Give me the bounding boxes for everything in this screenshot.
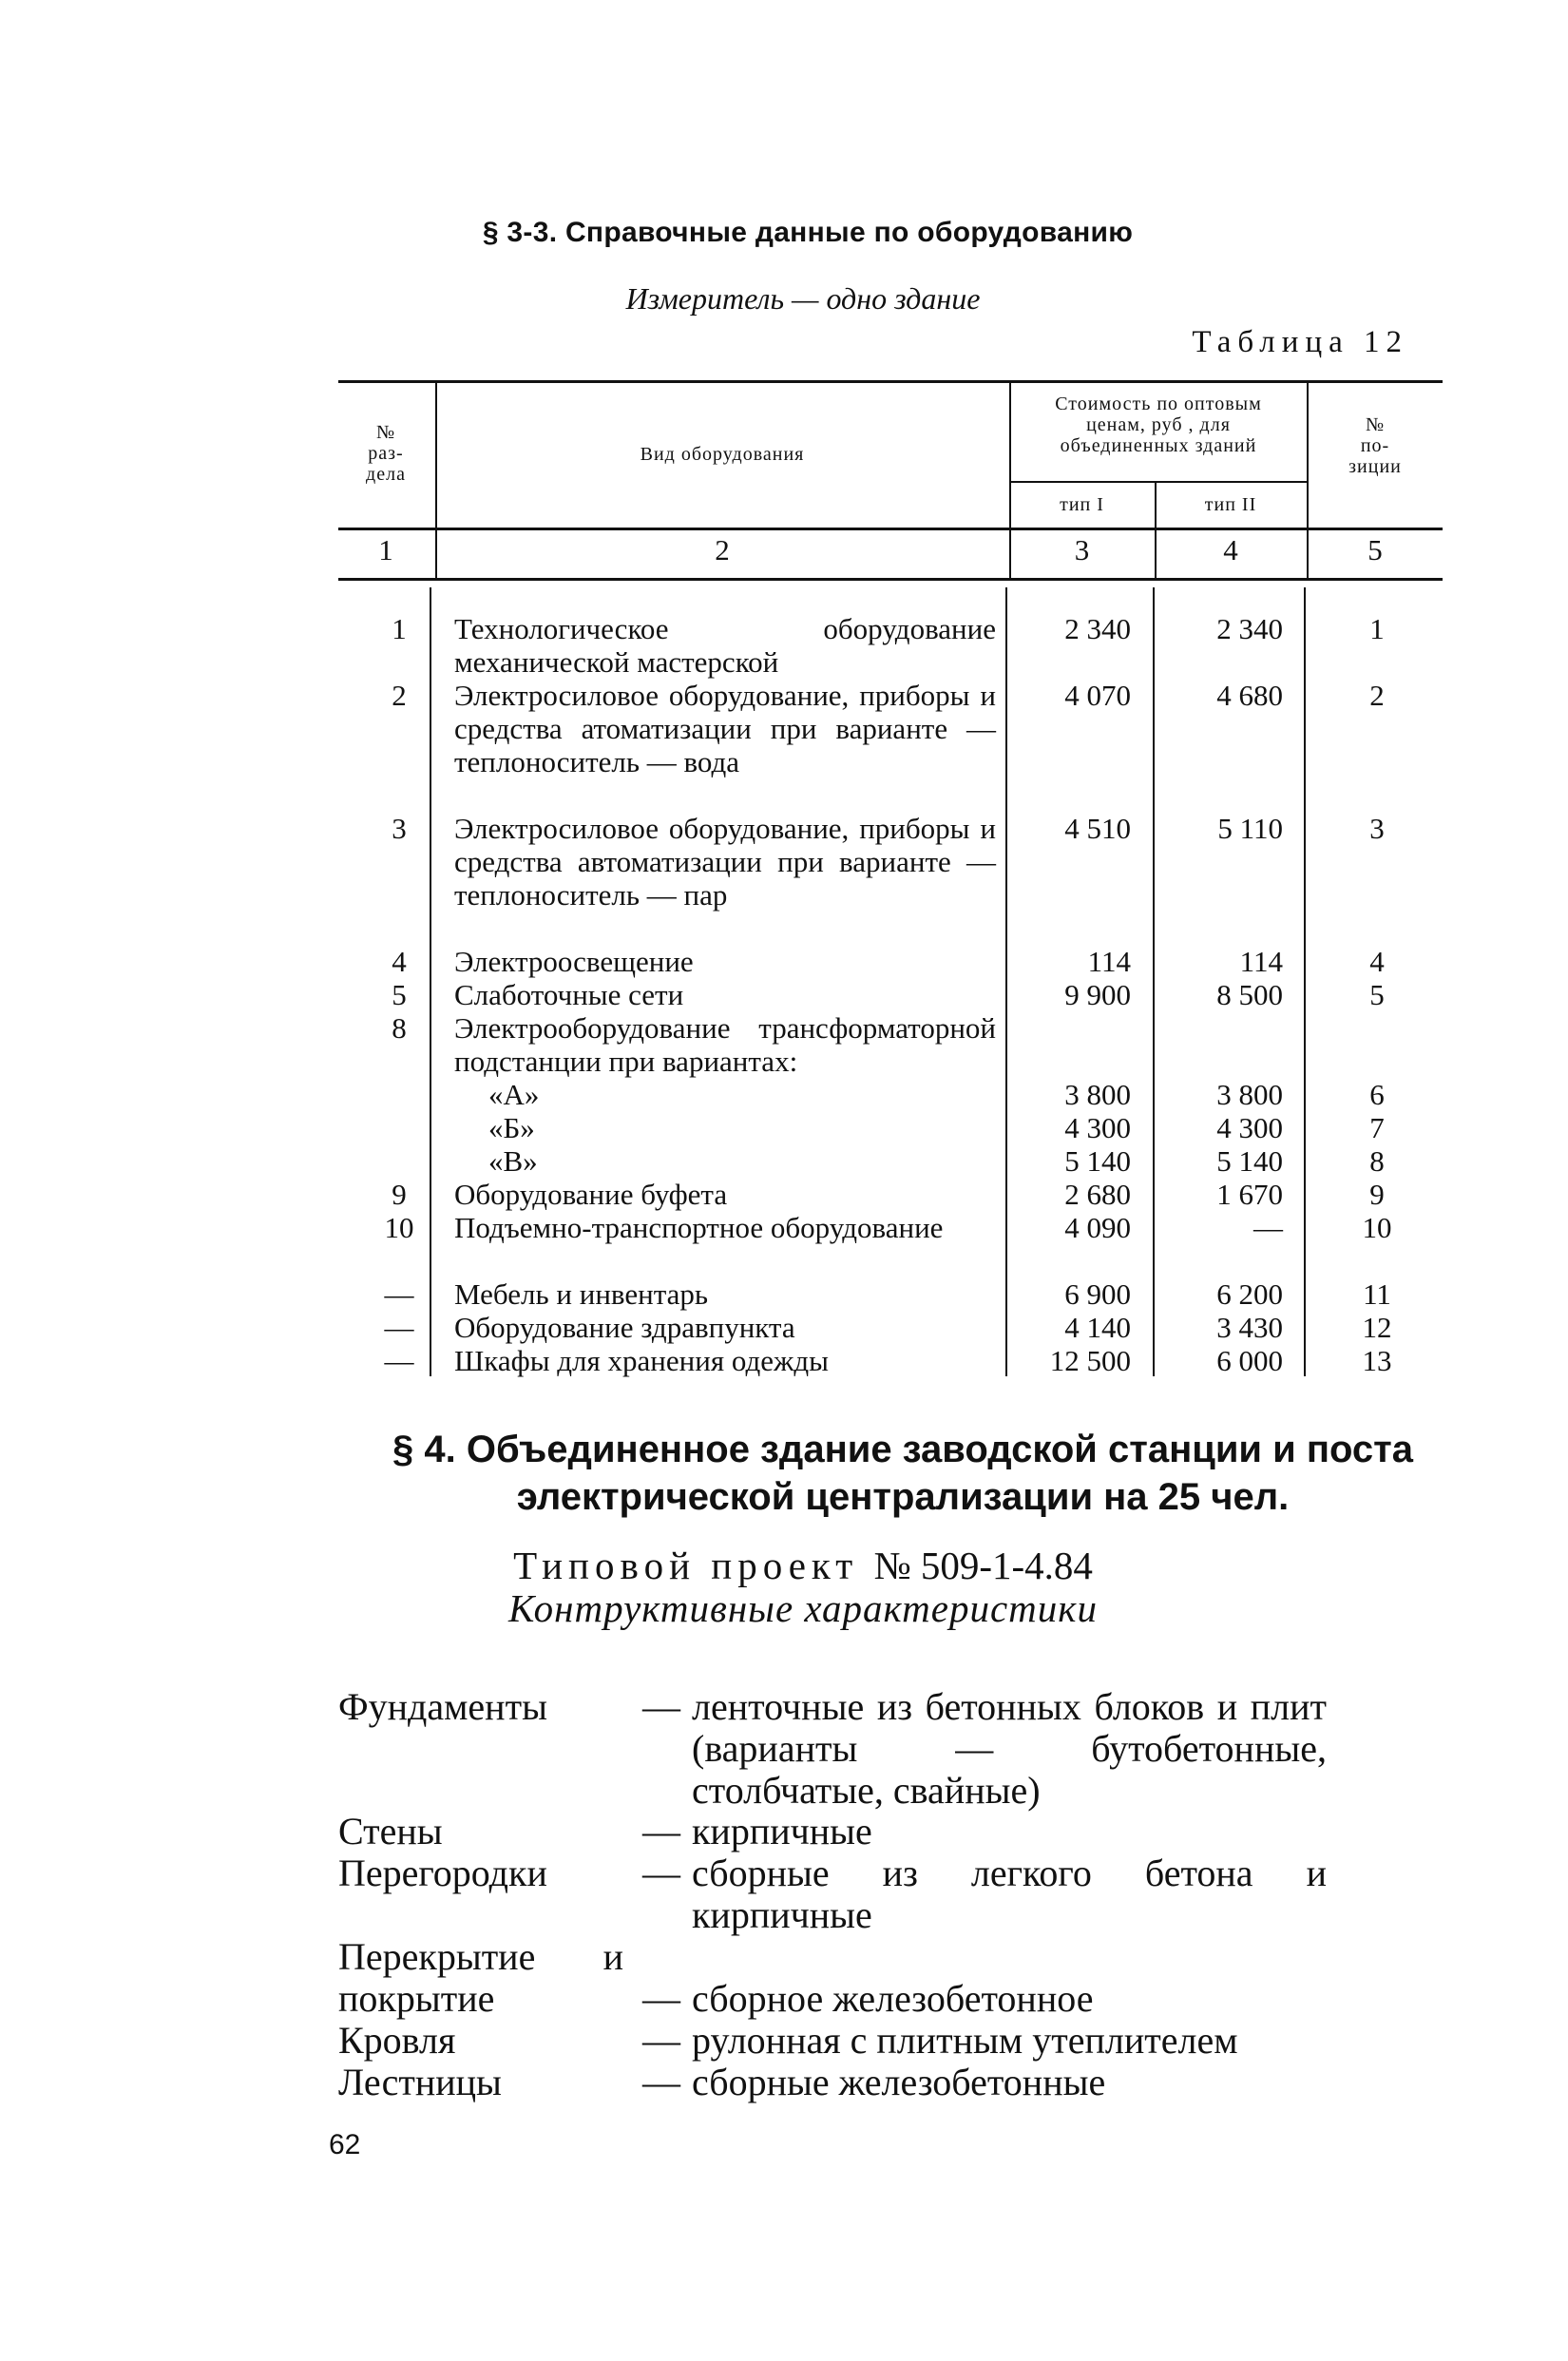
row-5-tip2: 8 500 bbox=[1216, 978, 1283, 1011]
header-bottom-rule bbox=[338, 528, 1443, 530]
char-value-fundamenty: ленточные из бетонных блоков и плит (варианты — бутобетонные, столбчатые, свайные) bbox=[692, 1685, 1327, 1812]
char-label-perekrytie: Перекрытие и покрытие bbox=[338, 1935, 623, 2020]
body-divider-4 bbox=[1304, 587, 1306, 1376]
row-7-tip1: 3 800 bbox=[1064, 1078, 1131, 1111]
row-3-tip1: 4 510 bbox=[1064, 812, 1131, 845]
row-5-poz: 5 bbox=[1369, 978, 1385, 1011]
row-12-tip2: 6 200 bbox=[1216, 1277, 1283, 1311]
row-8-vid: «Б» bbox=[488, 1111, 535, 1144]
char-dash: — bbox=[642, 1685, 680, 1728]
char-label-krovlya: Кровля bbox=[338, 2019, 456, 2062]
char-dash: — bbox=[642, 1852, 680, 1894]
row-9-poz: 8 bbox=[1369, 1144, 1385, 1178]
char-value-steny: кирпичные bbox=[692, 1810, 872, 1852]
row-13-vid: Оборудование здравпункта bbox=[454, 1311, 795, 1344]
row-14-poz: 13 bbox=[1362, 1344, 1392, 1377]
cost-split-rule bbox=[1009, 481, 1308, 483]
row-4-razd: 4 bbox=[392, 945, 407, 978]
row-14-razd: — bbox=[384, 1344, 414, 1377]
row-4-vid: Электроосвещение bbox=[454, 945, 694, 978]
row-2-tip2: 4 680 bbox=[1216, 679, 1283, 712]
row-11-tip2: — bbox=[1253, 1211, 1283, 1244]
body-divider-2 bbox=[1005, 587, 1007, 1376]
row-13-poz: 12 bbox=[1362, 1311, 1392, 1344]
char-label-steny: Стены bbox=[338, 1810, 443, 1852]
row-14-tip2: 6 000 bbox=[1216, 1344, 1283, 1377]
row-3-razd: 3 bbox=[392, 812, 407, 845]
row-10-poz: 9 bbox=[1369, 1178, 1385, 1211]
char-label-peregorodki: Перегородки bbox=[338, 1852, 547, 1894]
row-11-tip1: 4 090 bbox=[1064, 1211, 1131, 1244]
row-1-vid: Технологическое оборудование механической мастерской bbox=[454, 612, 996, 679]
row-2-tip1: 4 070 bbox=[1064, 679, 1131, 712]
row-2-razd: 2 bbox=[392, 679, 407, 712]
row-12-razd: — bbox=[384, 1277, 414, 1311]
row-2-vid: Электросиловое оборудование, приборы и средства атоматизации при варианте — теплоноситель — вода bbox=[454, 679, 996, 778]
row-13-tip1: 4 140 bbox=[1064, 1311, 1131, 1344]
char-value-perekrytie: сборное железобетонное bbox=[692, 1977, 1094, 2020]
row-2-poz: 2 bbox=[1369, 679, 1385, 712]
char-value-lestnicy: сборные железобетонные bbox=[692, 2061, 1106, 2103]
section-heading: § 3-3. Справочные данные по оборудованию bbox=[482, 217, 1134, 248]
row-7-poz: 6 bbox=[1369, 1078, 1385, 1111]
header-tip2: тип II bbox=[1204, 494, 1257, 515]
row-3-tip2: 5 110 bbox=[1217, 812, 1283, 845]
row-9-tip1: 5 140 bbox=[1064, 1144, 1131, 1178]
unit-line: Измеритель — одно здание bbox=[625, 281, 981, 316]
project-title bbox=[0, 1543, 1568, 1588]
table-label: Таблица 12 bbox=[1192, 325, 1408, 359]
header-tip1: тип I bbox=[1060, 494, 1104, 515]
header-vid: Вид оборудования bbox=[640, 444, 805, 465]
row-8-poz: 7 bbox=[1369, 1111, 1385, 1144]
row-7-tip2: 3 800 bbox=[1216, 1078, 1283, 1111]
row-11-vid: Подъемно-транспортное оборудование bbox=[454, 1211, 944, 1244]
row-11-poz: 10 bbox=[1362, 1211, 1392, 1244]
row-13-razd: — bbox=[384, 1311, 414, 1344]
body-divider-3 bbox=[1153, 587, 1155, 1376]
col-number-1: 1 bbox=[378, 533, 393, 566]
char-value-peregorodki: сборные из легкого бетона и кирпичные bbox=[692, 1852, 1327, 1936]
row-12-vid: Мебель и инвентарь bbox=[454, 1277, 709, 1311]
header-cost: Стоимость по оптовым ценам, руб , для объединенных зданий bbox=[1055, 394, 1262, 456]
col-number-5: 5 bbox=[1367, 533, 1383, 566]
row-3-vid: Электросиловое оборудование, приборы и средства автоматизации при варианте — теплоноситель — пар bbox=[454, 812, 996, 912]
row-13-tip2: 3 430 bbox=[1216, 1311, 1283, 1344]
row-8-tip2: 4 300 bbox=[1216, 1111, 1283, 1144]
row-4-poz: 4 bbox=[1369, 945, 1385, 978]
row-5-vid: Слаботочные сети bbox=[454, 978, 684, 1011]
row-1-tip1: 2 340 bbox=[1064, 612, 1131, 645]
col-number-3: 3 bbox=[1074, 533, 1090, 566]
row-12-poz: 11 bbox=[1363, 1277, 1391, 1311]
page-number: 62 bbox=[329, 2129, 361, 2160]
row-6-razd: 8 bbox=[392, 1011, 407, 1045]
char-dash: — bbox=[642, 1810, 680, 1852]
header-poz: № по- зиции bbox=[1348, 414, 1402, 477]
col-number-rule bbox=[338, 578, 1443, 581]
row-1-tip2: 2 340 bbox=[1216, 612, 1283, 645]
col-number-2: 2 bbox=[715, 533, 730, 566]
row-9-vid: «В» bbox=[488, 1144, 538, 1178]
char-label-lestnicy: Лестницы bbox=[338, 2061, 502, 2103]
row-10-vid: Оборудование буфета bbox=[454, 1178, 728, 1211]
row-3-poz: 3 bbox=[1369, 812, 1385, 845]
col-number-4: 4 bbox=[1223, 533, 1238, 566]
row-8-tip1: 4 300 bbox=[1064, 1111, 1131, 1144]
project-label: Типовой проект bbox=[513, 1544, 859, 1587]
row-10-tip1: 2 680 bbox=[1064, 1178, 1131, 1211]
row-14-tip1: 12 500 bbox=[1049, 1344, 1131, 1377]
char-dash: — bbox=[642, 1977, 680, 2020]
row-5-razd: 5 bbox=[392, 978, 407, 1011]
row-14-vid: Шкафы для хранения одежды bbox=[454, 1344, 829, 1377]
characteristics-subtitle: Контруктивные характеристики bbox=[508, 1586, 1098, 1630]
section4-heading: § 4. Объединенное здание заводской станции и поста электрической централизации на 25 чел. bbox=[392, 1429, 1413, 1518]
row-1-razd: 1 bbox=[392, 612, 407, 645]
row-4-tip1: 114 bbox=[1087, 945, 1131, 978]
project-number: № 509-1-4.84 bbox=[873, 1544, 1093, 1587]
row-7-vid: «А» bbox=[488, 1078, 540, 1111]
row-4-tip2: 114 bbox=[1239, 945, 1283, 978]
row-10-tip2: 1 670 bbox=[1216, 1178, 1283, 1211]
row-1-poz: 1 bbox=[1369, 612, 1385, 645]
row-11-razd: 10 bbox=[384, 1211, 414, 1244]
char-dash: — bbox=[642, 2019, 680, 2062]
table-top-rule bbox=[338, 380, 1443, 383]
char-label-fundamenty: Фундаменты bbox=[338, 1685, 547, 1728]
char-value-krovlya: рулонная с плитным утеплителем bbox=[692, 2019, 1238, 2062]
row-12-tip1: 6 900 bbox=[1064, 1277, 1131, 1311]
row-9-tip2: 5 140 bbox=[1216, 1144, 1283, 1178]
char-dash: — bbox=[642, 2061, 680, 2103]
row-5-tip1: 9 900 bbox=[1064, 978, 1131, 1011]
header-razd: № раз- дела bbox=[366, 422, 406, 485]
row-6-vid: Электрооборудование трансформаторной подстанции при вариантах: bbox=[454, 1011, 996, 1078]
row-10-razd: 9 bbox=[392, 1178, 407, 1211]
